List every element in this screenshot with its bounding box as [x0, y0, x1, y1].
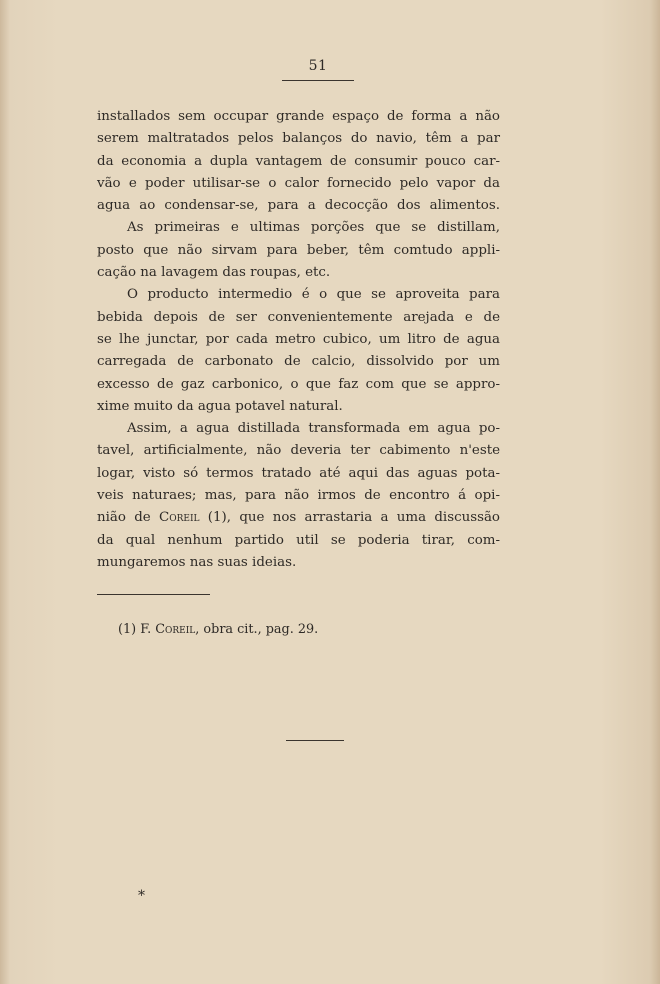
- text-line: installados sem occupar grande espaço de forma a não: [97, 109, 500, 124]
- text-line-with-author: nião de Coreil (1), que nos arrastaria a uma discussão: [97, 510, 500, 526]
- text-line: agua ao condensar-se, para a decocção dos alimentos.: [97, 198, 500, 214]
- signature-mark: *: [138, 888, 145, 904]
- text-line: mungaremos nas suas ideias.: [97, 554, 297, 570]
- text-line: tavel, artificialmente, não deveria ter cabimento n'este: [97, 443, 500, 459]
- text-line: cação na lavagem das roupas, etc.: [97, 265, 331, 281]
- text-line: excesso de gaz carbonico, o que faz com que se appro-: [97, 376, 500, 392]
- end-rule: [286, 740, 344, 741]
- header-rule: [282, 80, 354, 81]
- text-line: serem maltratados pelos balanços do navio, têm a par: [97, 131, 500, 147]
- footnote-rule: [97, 594, 210, 595]
- text-line: xime muito da agua potavel natural.: [97, 398, 343, 414]
- text-line: carregada de carbonato de calcio, dissolvido por um: [97, 354, 500, 370]
- text-line: logar, visto só termos tratado até aqui das aguas pota-: [97, 465, 500, 481]
- text-line: da economia a dupla vantagem de consumir pouco car-: [97, 153, 500, 169]
- text-line: vão e poder utilisar-se o calor fornecido pelo vapor da: [97, 175, 500, 191]
- text-line: se lhe junctar, por cada metro cubico, um litro de agua: [97, 331, 500, 347]
- text-line: Assim, a agua distillada transformada em agua po-: [127, 421, 500, 437]
- footnote: (1) F. Coreil, obra cit., pag. 29.: [118, 622, 319, 637]
- author-name: Coreil: [159, 510, 200, 526]
- page-number: 51: [308, 58, 328, 74]
- text-line: posto que não sirvam para beber, têm comtudo appli-: [97, 242, 500, 258]
- text-line: da qual nenhum partido util se poderia tirar, com-: [97, 532, 500, 548]
- body-text: [97, 106, 500, 574]
- text-line: O producto intermedio é o que se aproveita para: [127, 287, 500, 303]
- text-line: veis naturaes; mas, para não irmos de encontro á opi-: [97, 488, 500, 504]
- text-line: As primeiras e ultimas porções que se distillam,: [127, 220, 500, 236]
- text-line: bebida depois de ser convenientemente arejada e de: [97, 309, 500, 325]
- author-name: Coreil: [155, 622, 196, 637]
